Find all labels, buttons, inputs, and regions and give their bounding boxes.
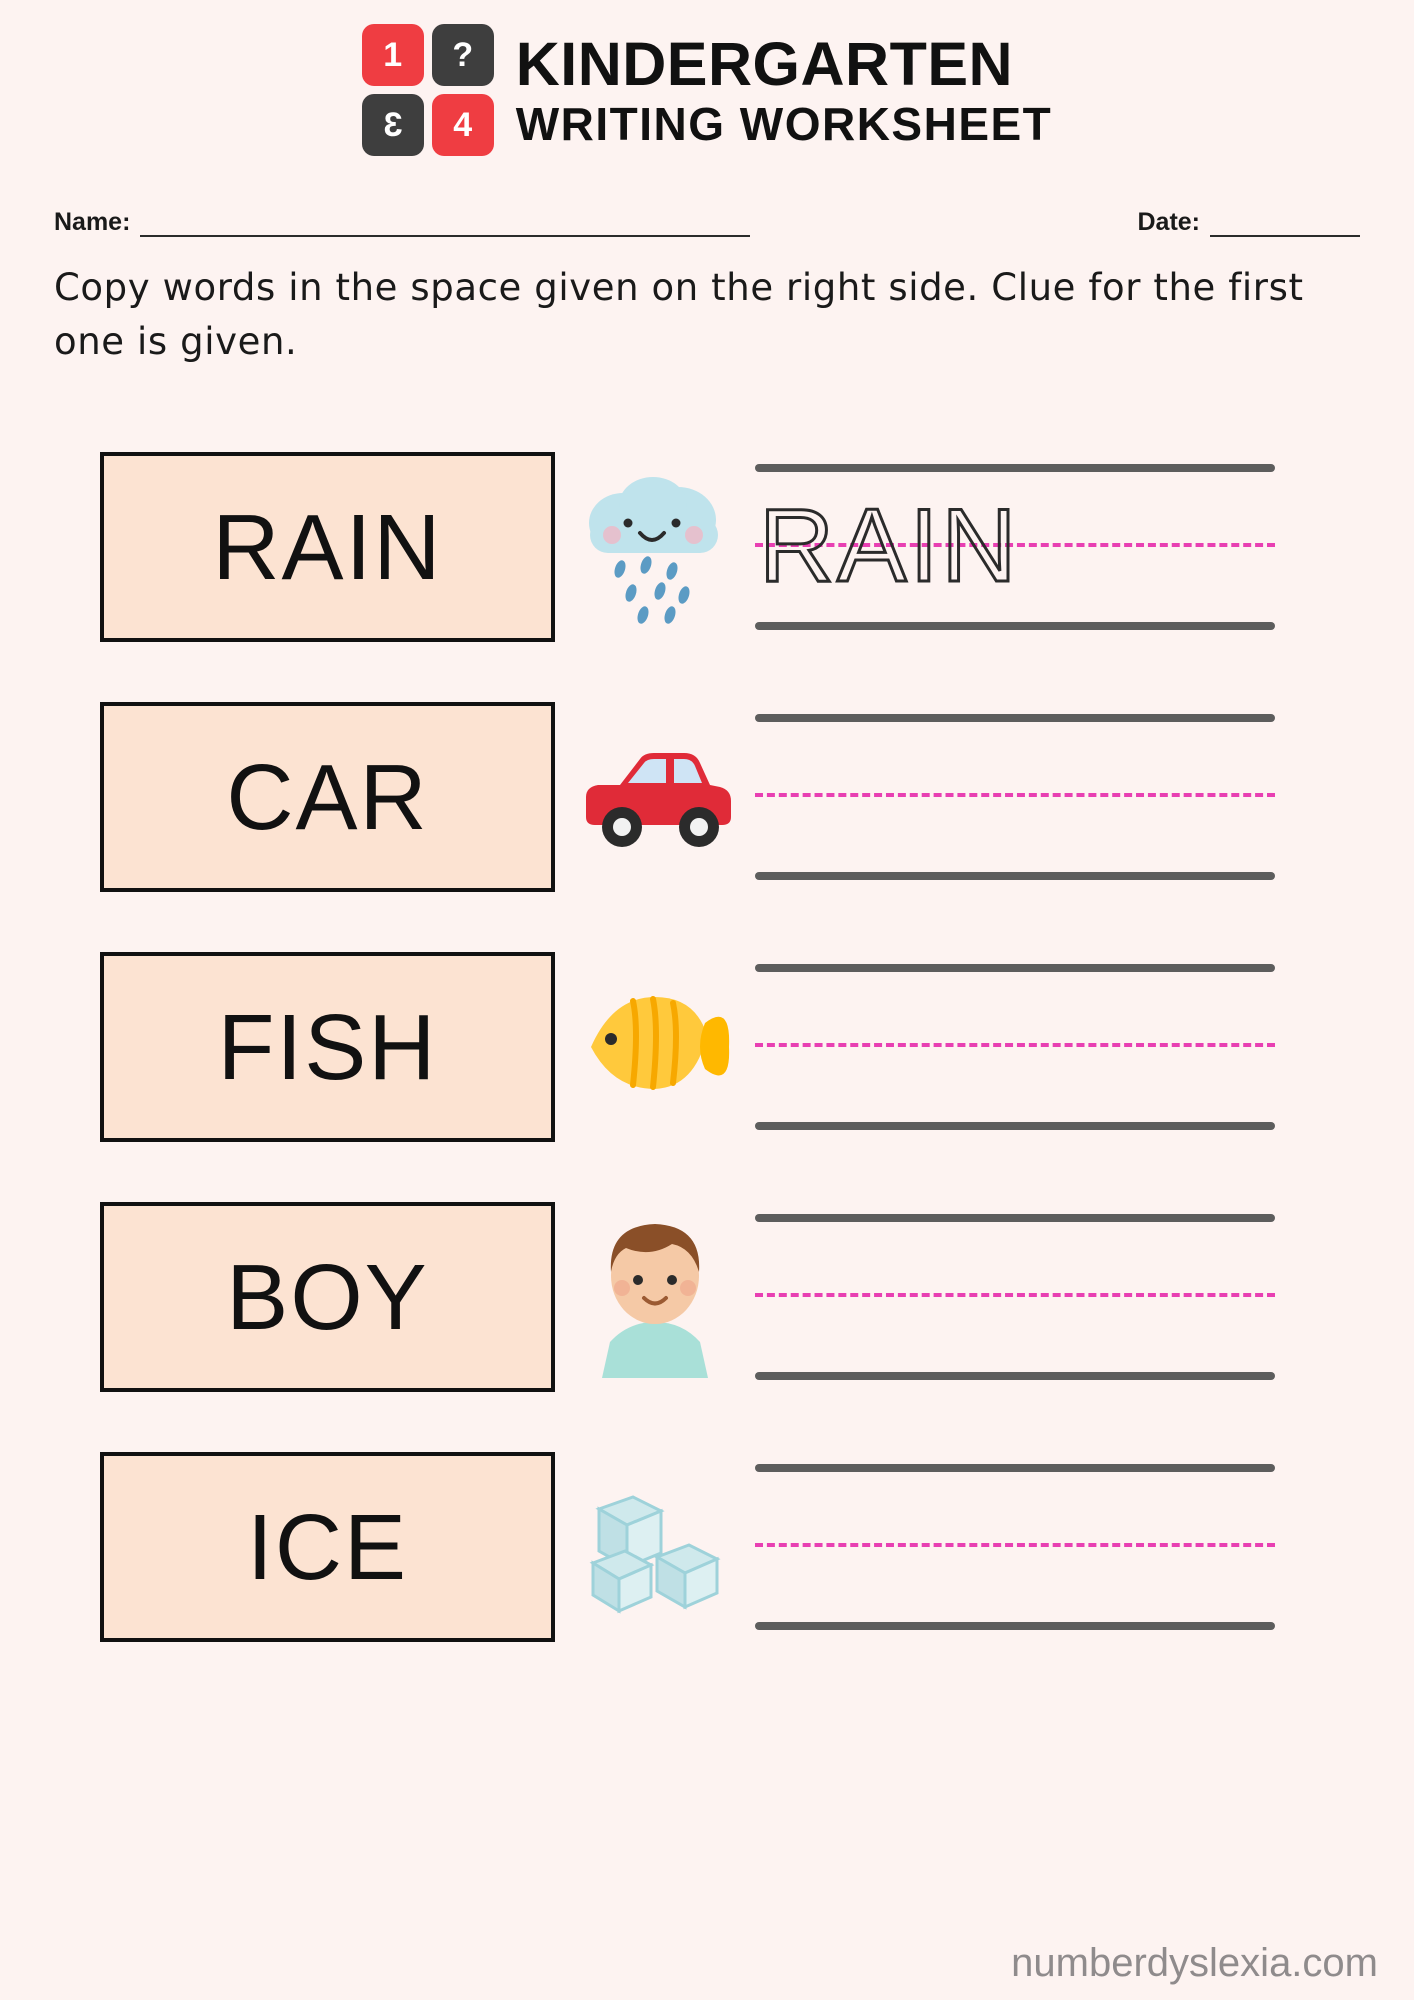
instructions-text: Copy words in the space given on the right side. Clue for the first one is given. <box>54 266 1304 363</box>
car-icon <box>555 702 755 892</box>
logo-cell-3: 3 <box>362 94 424 156</box>
logo-cell-1: 1 <box>362 24 424 86</box>
name-date-row <box>54 208 1360 237</box>
word-label: CAR <box>226 744 429 849</box>
worksheet-row <box>0 922 1414 1172</box>
title-line-2: WRITING WORKSHEET <box>515 97 1053 150</box>
line-middle-dashed <box>755 1293 1275 1297</box>
line-top <box>755 1464 1275 1472</box>
tracing-lines[interactable] <box>755 952 1275 1142</box>
word-box <box>100 1452 555 1642</box>
tracing-lines[interactable] <box>755 452 1275 642</box>
line-middle-dashed <box>755 1543 1275 1547</box>
word-box <box>100 952 555 1142</box>
worksheet-row <box>0 1172 1414 1422</box>
logo-cell-question: ? <box>432 24 494 86</box>
line-top <box>755 964 1275 972</box>
page-title <box>515 29 1053 150</box>
trace-word: RAIN <box>759 488 1020 605</box>
worksheet-rows <box>0 422 1414 1672</box>
logo-cell-4: 4 <box>432 94 494 156</box>
rain-cloud-icon <box>555 452 755 642</box>
word-box <box>100 1202 555 1392</box>
tracing-lines[interactable] <box>755 1202 1275 1392</box>
line-bottom <box>755 1122 1275 1130</box>
line-top <box>755 1214 1275 1222</box>
word-label: RAIN <box>212 494 443 599</box>
line-bottom <box>755 1622 1275 1630</box>
word-label: BOY <box>226 1244 429 1349</box>
date-input[interactable] <box>1210 213 1360 237</box>
worksheet-row <box>0 672 1414 922</box>
name-label: Name: <box>54 208 131 236</box>
tracing-lines[interactable] <box>755 1452 1275 1642</box>
tracing-lines[interactable] <box>755 702 1275 892</box>
footer-watermark: numberdyslexia.com <box>1011 1941 1378 1985</box>
line-bottom <box>755 1372 1275 1380</box>
ice-cubes-icon <box>555 1452 755 1642</box>
line-bottom <box>755 872 1275 880</box>
worksheet-row <box>0 422 1414 672</box>
worksheet-header <box>0 0 1414 156</box>
word-box <box>100 702 555 892</box>
line-middle-dashed <box>755 793 1275 797</box>
fish-icon <box>555 952 755 1142</box>
title-line-1: KINDERGARTEN <box>515 29 1014 98</box>
name-input[interactable] <box>140 213 750 237</box>
boy-icon <box>555 1202 755 1392</box>
word-label: ICE <box>246 1494 409 1599</box>
worksheet-row <box>0 1422 1414 1672</box>
word-box <box>100 452 555 642</box>
logo <box>362 24 494 156</box>
line-middle-dashed <box>755 1043 1275 1047</box>
date-label: Date: <box>1137 208 1200 236</box>
word-label: FISH <box>217 994 438 1099</box>
line-top <box>755 714 1275 722</box>
